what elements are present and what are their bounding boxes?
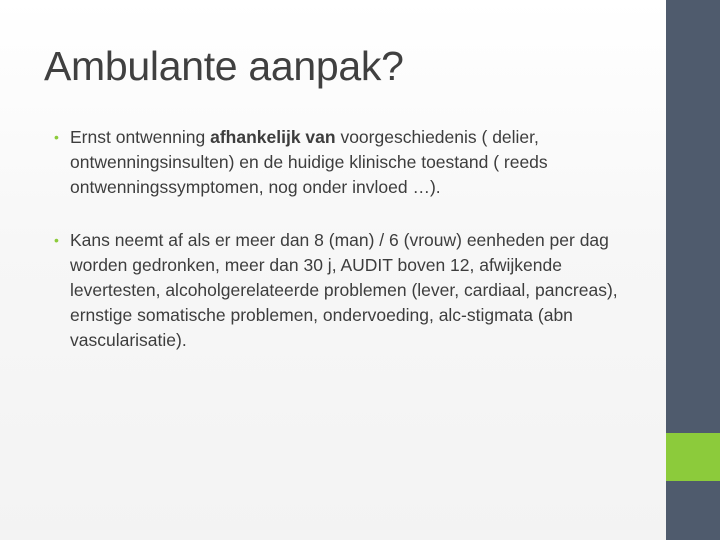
bullet-text: Kans neemt af als er meer dan 8 (man) / 6 (vrouw) eenheden per dag worden gedronken, meer dan 30 j, AUDIT boven 12, afwijkende levertesten, alcoholgerelateerde problemen (lever, cardiaal, pancreas), ernstige somatische problemen, ondervoeding, alc-stigmata (abn vascularisatie). <box>70 230 618 350</box>
bullet-dot-icon: • <box>54 232 59 248</box>
bullet-item <box>56 228 646 353</box>
bullet-text-prefix: Ernst ontwenning <box>70 127 211 147</box>
sidebar-accent-block <box>666 433 720 481</box>
slide-title: Ambulante aanpak? <box>44 43 404 89</box>
bullet-text-suffix: voorgeschiedenis ( delier, ontwenningsinsulten) en de huidige klinische toestand ( reeds ontwenningssymptomen, nog onder invloed …). <box>70 127 548 197</box>
bullet-text-emphasis: afhankelijk van <box>210 127 336 147</box>
bullet-dot-icon: • <box>54 129 59 145</box>
bullet-list <box>56 125 646 381</box>
bullet-item <box>56 125 646 200</box>
